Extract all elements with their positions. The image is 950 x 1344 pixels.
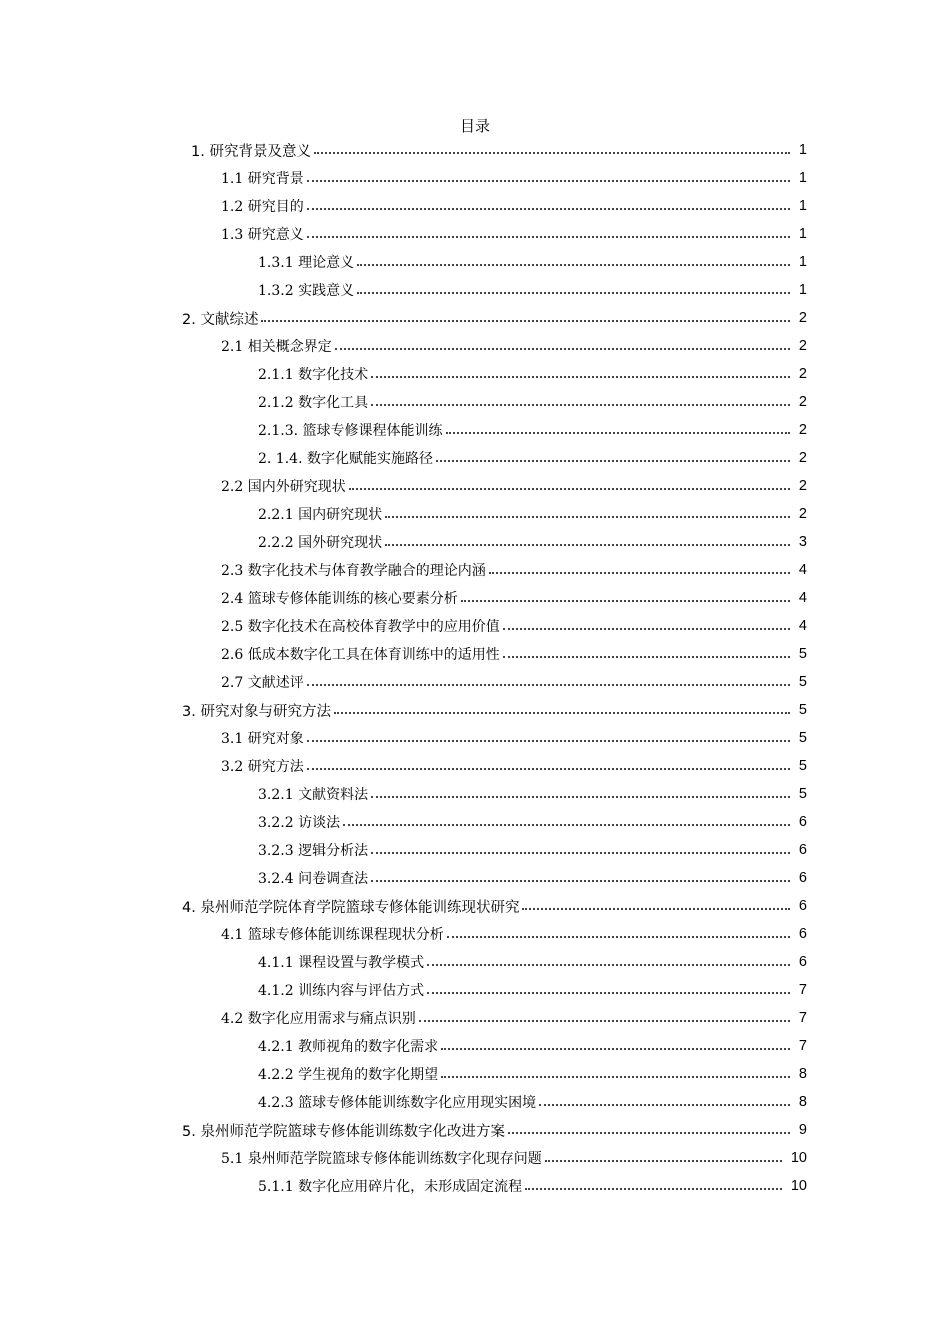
toc-entry-label: 3.2 研究方法: [221, 759, 304, 775]
toc-entry-page-number: 6: [798, 954, 807, 970]
toc-entry-label: 1.3.1 理论意义: [258, 255, 355, 271]
toc-entry-label: 2.1 相关概念界定: [221, 339, 332, 355]
toc-entry-page-number: 2: [798, 366, 807, 382]
toc-entry[interactable]: [0, 864, 950, 892]
toc-entry-label: 2. 1.4. 数字化赋能实施路径: [258, 451, 433, 467]
toc-entry[interactable]: [0, 388, 950, 416]
toc-entry-label: 2.1.2 数字化工具: [258, 395, 369, 411]
toc-dot-leader: [441, 1076, 790, 1078]
toc-entry[interactable]: [0, 276, 950, 304]
toc-entry[interactable]: [0, 780, 950, 808]
toc-entry[interactable]: [0, 668, 950, 696]
toc-entry-label: 4.2.3 篮球专修体能训练数字化应用现实困境: [258, 1095, 537, 1111]
toc-entry-page-number: 7: [798, 982, 807, 998]
toc-dot-leader: [371, 796, 790, 798]
toc-entry-label: 2. 文献综述: [182, 311, 259, 328]
toc-entry-page-number: 4: [798, 562, 807, 578]
toc-entry-page-number: 1: [798, 254, 807, 270]
toc-entry[interactable]: [0, 1116, 950, 1144]
toc-entry-page-number: 2: [798, 310, 807, 326]
toc-entry-page-number: 3: [798, 534, 807, 550]
toc-entry-label: 2.3 数字化技术与体育教学融合的理论内涵: [221, 563, 486, 579]
toc-entry-label: 1.1 研究背景: [221, 171, 304, 187]
toc-dot-leader: [371, 404, 790, 406]
toc-entry-page-number: 1: [798, 282, 807, 298]
toc-entry-label: 2.1.3. 篮球专修课程体能训练: [258, 423, 443, 439]
toc-dot-leader: [446, 432, 790, 434]
toc-entry[interactable]: [0, 808, 950, 836]
toc-entry-label: 2.1.1 数字化技术: [258, 367, 369, 383]
toc-entry-label: 5.1.1 数字化应用碎片化，未形成固定流程: [258, 1179, 523, 1195]
toc-entry[interactable]: [0, 1088, 950, 1116]
toc-entry[interactable]: [0, 976, 950, 1004]
toc-entry-label: 2.6 低成本数字化工具在体育训练中的适用性: [221, 647, 500, 663]
toc-entry-label: 4.1.2 训练内容与评估方式: [258, 983, 425, 999]
toc-entry[interactable]: [0, 332, 950, 360]
toc-dot-leader: [447, 936, 790, 938]
toc-dot-leader: [357, 292, 790, 294]
toc-dot-leader: [427, 964, 790, 966]
toc-entry-page-number: 1: [798, 198, 807, 214]
toc-entry[interactable]: [0, 472, 950, 500]
toc-dot-leader: [307, 684, 790, 686]
toc-entry-label: 4.2.2 学生视角的数字化期望: [258, 1067, 439, 1083]
toc-entry-label: 1.3.2 实践意义: [258, 283, 355, 299]
toc-entry-page-number: 6: [798, 814, 807, 830]
toc-dot-leader: [385, 516, 790, 518]
toc-entry-label: 1.3 研究意义: [221, 227, 304, 243]
toc-entry-page-number: 2: [798, 394, 807, 410]
toc-entry[interactable]: [0, 696, 950, 724]
toc-dot-leader: [335, 348, 790, 350]
toc-entry-page-number: 6: [798, 926, 807, 942]
toc-entry-page-number: 8: [798, 1066, 807, 1082]
toc-dot-leader: [349, 488, 790, 490]
toc-entry[interactable]: [0, 528, 950, 556]
toc-entry[interactable]: [0, 556, 950, 584]
toc-dot-leader: [343, 824, 790, 826]
toc-entry-page-number: 5: [798, 674, 807, 690]
toc-dot-leader: [441, 1048, 790, 1050]
toc-dot-leader: [307, 236, 790, 238]
toc-entry[interactable]: [0, 444, 950, 472]
toc-dot-leader: [503, 656, 790, 658]
toc-entry-page-number: 2: [798, 338, 807, 354]
toc-entry-label: 1.2 研究目的: [221, 199, 304, 215]
toc-dot-leader: [539, 1104, 790, 1106]
toc-dot-leader: [357, 264, 790, 266]
toc-entry[interactable]: [0, 1060, 950, 1088]
toc-entry-label: 3.2.2 访谈法: [258, 815, 341, 831]
toc-entry-label: 2.4 篮球专修体能训练的核心要素分析: [221, 591, 458, 607]
toc-dot-leader: [545, 1160, 782, 1162]
toc-entry-page-number: 2: [798, 422, 807, 438]
toc-entry-page-number: 5: [798, 730, 807, 746]
toc-dot-leader: [385, 544, 790, 546]
toc-entry-label: 3.2.1 文献资料法: [258, 787, 369, 803]
toc-entry-page-number: 10: [790, 1150, 807, 1166]
toc-entry[interactable]: [0, 220, 950, 248]
toc-entry[interactable]: [0, 640, 950, 668]
toc-dot-leader: [371, 880, 790, 882]
toc-dot-leader: [508, 1132, 790, 1134]
toc-entry-label: 3.1 研究对象: [221, 731, 304, 747]
toc-entry-label: 4.2 数字化应用需求与痛点识别: [221, 1011, 416, 1027]
toc-entry-page-number: 5: [798, 786, 807, 802]
toc-entry[interactable]: [0, 360, 950, 388]
toc-entry[interactable]: [0, 1144, 950, 1172]
toc-entry-label: 5. 泉州师范学院篮球专修体能训练数字化改进方案: [182, 1123, 505, 1140]
toc-dot-leader: [436, 460, 790, 462]
toc-entry-label: 4.1 篮球专修体能训练课程现状分析: [221, 927, 444, 943]
toc-entry-label: 2.7 文献述评: [221, 675, 304, 691]
toc-entry-page-number: 9: [798, 1122, 807, 1138]
toc-dot-leader: [334, 712, 790, 714]
toc-entry-label: 5.1 泉州师范学院篮球专修体能训练数字化现存问题: [221, 1151, 542, 1167]
toc-entry[interactable]: [0, 416, 950, 444]
toc-dot-leader: [419, 1020, 790, 1022]
toc-entry[interactable]: [0, 920, 950, 948]
toc-entry-page-number: 2: [798, 478, 807, 494]
toc-entry-label: 4.2.1 教师视角的数字化需求: [258, 1039, 439, 1055]
toc-entry-label: 2.2.1 国内研究现状: [258, 507, 383, 523]
toc-dot-leader: [371, 376, 790, 378]
toc-dot-leader: [307, 208, 790, 210]
toc-dot-leader: [371, 852, 790, 854]
toc-entry-label: 4.1.1 课程设置与教学模式: [258, 955, 425, 971]
toc-entry-page-number: 2: [798, 450, 807, 466]
toc-entry[interactable]: [0, 1032, 950, 1060]
toc-entry-page-number: 5: [798, 758, 807, 774]
toc-entry[interactable]: [0, 752, 950, 780]
toc-entry-page-number: 1: [798, 170, 807, 186]
toc-entry[interactable]: [0, 248, 950, 276]
toc-entry-page-number: 4: [798, 590, 807, 606]
toc-dot-leader: [503, 628, 790, 630]
toc-entry[interactable]: [0, 192, 950, 220]
toc-entry-label: 3. 研究对象与研究方法: [182, 703, 331, 720]
toc-entry-label: 2.2 国内外研究现状: [221, 479, 346, 495]
toc-entry-page-number: 7: [798, 1010, 807, 1026]
toc-entry-page-number: 1: [798, 142, 807, 158]
toc-entry-label: 4. 泉州师范学院体育学院篮球专修体能训练现状研究: [182, 899, 520, 916]
toc-dot-leader: [522, 908, 790, 910]
toc-entry-page-number: 2: [798, 506, 807, 522]
toc-dot-leader: [307, 768, 790, 770]
toc-entry[interactable]: [0, 612, 950, 640]
toc-dot-leader: [314, 152, 790, 154]
toc-entry[interactable]: [0, 724, 950, 752]
toc-entry[interactable]: [0, 584, 950, 612]
toc-entry-label: 3.2.3 逻辑分析法: [258, 843, 369, 859]
toc-entry-label: 2.5 数字化技术在高校体育教学中的应用价值: [221, 619, 500, 635]
toc-dot-leader: [461, 600, 790, 602]
toc-entry-label: 3.2.4 问卷调查法: [258, 871, 369, 887]
toc-dot-leader: [525, 1188, 782, 1190]
toc-entry[interactable]: [0, 164, 950, 192]
toc-dot-leader: [489, 572, 790, 574]
toc-title: 目录: [459, 117, 490, 135]
toc-entry-label: 1. 研究背景及意义: [191, 143, 311, 160]
toc-entry-page-number: 6: [798, 842, 807, 858]
toc-entry[interactable]: [0, 1004, 950, 1032]
toc-entry-label: 2.2.2 国外研究现状: [258, 535, 383, 551]
toc-dot-leader: [307, 740, 790, 742]
toc-entry-page-number: 6: [798, 898, 807, 914]
toc-dot-leader: [261, 320, 790, 322]
toc-entry[interactable]: [0, 836, 950, 864]
toc-entry-page-number: 6: [798, 870, 807, 886]
toc-list: [0, 136, 950, 1200]
toc-entry[interactable]: [0, 500, 950, 528]
toc-entry-page-number: 7: [798, 1038, 807, 1054]
toc-dot-leader: [307, 180, 790, 182]
toc-entry-page-number: 5: [798, 702, 807, 718]
toc-dot-leader: [427, 992, 790, 994]
toc-entry[interactable]: [0, 136, 950, 164]
toc-entry[interactable]: [0, 1172, 950, 1200]
toc-entry-page-number: 10: [790, 1178, 807, 1194]
toc-entry-page-number: 8: [798, 1094, 807, 1110]
toc-entry-page-number: 5: [798, 646, 807, 662]
toc-entry[interactable]: [0, 892, 950, 920]
toc-entry-page-number: 4: [798, 618, 807, 634]
toc-entry[interactable]: [0, 948, 950, 976]
toc-entry[interactable]: [0, 304, 950, 332]
toc-entry-page-number: 1: [798, 226, 807, 242]
